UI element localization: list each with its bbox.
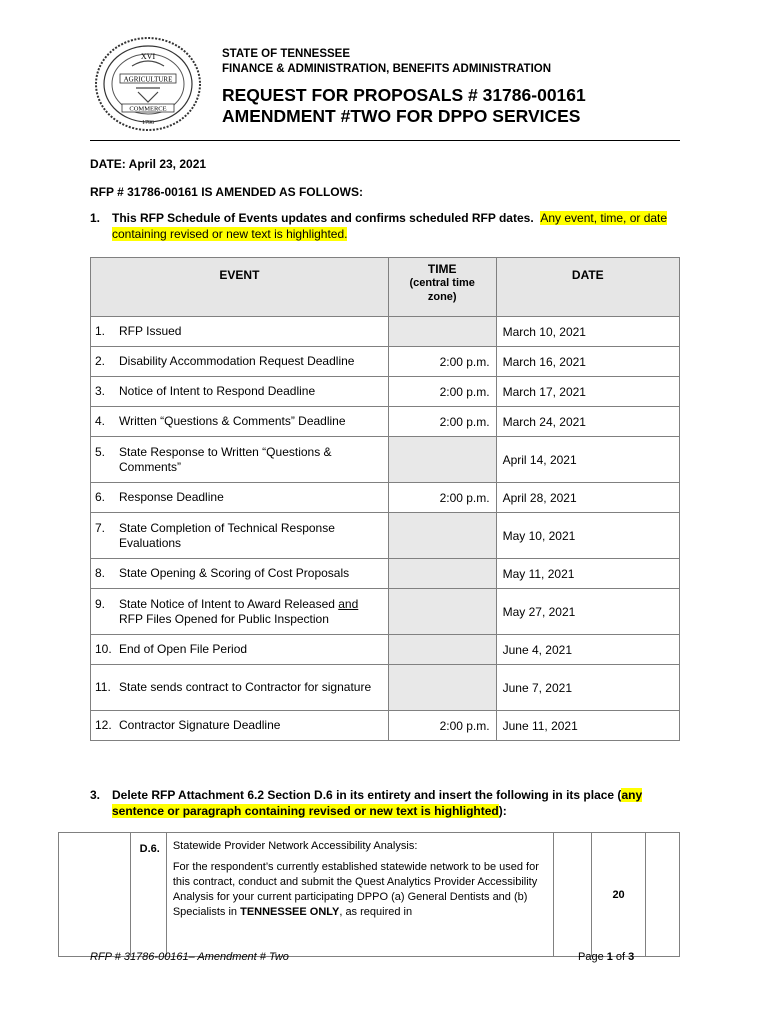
row-number: 5.: [95, 444, 106, 459]
table-row: [91, 437, 680, 483]
row-event: State Response to Written “Questions & Comments”: [119, 444, 332, 474]
document-subtitle: AMENDMENT #TWO FOR DPPO SERVICES: [222, 106, 581, 126]
row-date: June 4, 2021: [496, 635, 679, 665]
table-row: [91, 665, 680, 711]
d6-paragraph-end: , as required in: [339, 906, 413, 918]
header-date: DATE: [496, 258, 679, 317]
seal-numeral: XVI: [140, 52, 156, 61]
footer-page-word: Page: [578, 951, 607, 963]
row-time: 2:00 p.m.: [388, 377, 496, 407]
table-row: [91, 407, 680, 437]
row-number: 2.: [95, 354, 106, 368]
row-number: 3.: [95, 384, 106, 398]
table-row: [91, 377, 680, 407]
row-date: June 7, 2021: [496, 665, 679, 711]
footer-page-total: 3: [628, 951, 635, 963]
section-d6-table: [58, 832, 680, 957]
table-row: [91, 317, 680, 347]
row-date: May 27, 2021: [496, 589, 679, 635]
header-time-label: TIME: [427, 262, 457, 276]
row-date: March 10, 2021: [496, 317, 679, 347]
row-time: [388, 513, 496, 559]
row-event-part: State Notice of Intent to Award Released: [119, 596, 339, 611]
seal-center-text: AGRICULTURE: [123, 75, 173, 84]
row-time: 2:00 p.m.: [388, 711, 496, 741]
department-name: FINANCE & ADMINISTRATION, BENEFITS ADMINISTRATION: [222, 63, 552, 75]
row-date: April 28, 2021: [496, 483, 679, 513]
row-time: [388, 589, 496, 635]
item-3-text: Delete RFP Attachment 6.2 Section D.6 in its entirety and insert the following in its place (: [112, 788, 622, 802]
row-time: [388, 437, 496, 483]
d6-paragraph-bold: TENNESSEE ONLY: [240, 906, 340, 918]
row-date: March 17, 2021: [496, 377, 679, 407]
header-event: EVENT: [91, 258, 389, 317]
d6-blank-cell: [646, 833, 680, 957]
item-1-text: This RFP Schedule of Events updates and confirms scheduled RFP dates.: [112, 211, 534, 225]
row-number: 1.: [95, 324, 106, 338]
d6-blank-cell: [59, 833, 131, 957]
row-event: State Completion of Technical Response Evaluations: [119, 520, 335, 550]
table-row: [91, 559, 680, 589]
row-number: 9.: [95, 596, 106, 611]
row-number: 4.: [95, 414, 106, 428]
table-row: [91, 483, 680, 513]
footer-of-word: of: [612, 951, 629, 963]
row-event: [119, 597, 374, 627]
row-event: RFP Issued: [119, 324, 182, 338]
amendment-date: DATE: April 23, 2021: [90, 157, 207, 171]
row-date: March 16, 2021: [496, 347, 679, 377]
item-1-number: 1.: [90, 211, 101, 225]
d6-body: [166, 833, 553, 957]
row-time: [388, 317, 496, 347]
row-time: 2:00 p.m.: [388, 347, 496, 377]
state-seal: [92, 36, 204, 132]
footer-page-current: 1: [606, 951, 613, 963]
header-time-sub: (central time zone): [409, 277, 475, 303]
row-event: Response Deadline: [119, 490, 224, 504]
row-date: May 11, 2021: [496, 559, 679, 589]
row-time: 2:00 p.m.: [388, 483, 496, 513]
header-time: [388, 258, 496, 317]
row-number: 6.: [95, 490, 106, 504]
document-title: REQUEST FOR PROPOSALS # 31786-00161: [222, 85, 586, 105]
item-3-highlight: any sentence or paragraph containing revised or new text is highlighted: [112, 788, 643, 818]
state-name: STATE OF TENNESSEE: [222, 48, 351, 60]
row-number: 10.: [95, 642, 112, 656]
row-date: June 11, 2021: [496, 711, 679, 741]
row-date: April 14, 2021: [496, 437, 679, 483]
item-1-highlight: Any event, time, or date containing revised or new text is highlighted.: [112, 211, 668, 241]
row-time: [388, 559, 496, 589]
row-event: State sends contract to Contractor for signature: [119, 680, 372, 694]
d6-paragraph: [173, 860, 547, 920]
row-event-underlined: and: [338, 596, 359, 611]
row-time: [388, 635, 496, 665]
table-row: [91, 347, 680, 377]
row-event: State Opening & Scoring of Cost Proposals: [119, 566, 350, 580]
table-row: [91, 711, 680, 741]
row-event: Disability Accommodation Request Deadline: [119, 354, 355, 368]
row-event: Written “Questions & Comments” Deadline: [119, 414, 346, 428]
row-event-part: RFP Files Opened for Public Inspection: [119, 611, 329, 626]
table-row: [91, 589, 680, 635]
seal-year: 1796: [142, 120, 154, 126]
schedule-of-events-table: [90, 257, 680, 741]
row-number: 11.: [95, 680, 111, 694]
row-event: Notice of Intent to Respond Deadline: [119, 384, 316, 398]
d6-score: 20: [592, 833, 646, 957]
row-number: 12.: [95, 718, 112, 732]
footer-reference: RFP # 31786-00161– Amendment # Two: [90, 951, 289, 963]
d6-label: D.6.: [130, 833, 166, 957]
table-row: [91, 513, 680, 559]
row-time: [388, 665, 496, 711]
d6-paragraph-text: For the respondent’s currently established statewide network to be used for this contract, conduct and submit the Quest Analytics Provider Accessibility Analysis for your current participating DPPO (a) General Dentists and (b) Specialists in: [172, 861, 539, 918]
row-number: 7.: [95, 520, 106, 535]
row-number: 8.: [95, 566, 106, 580]
row-time: 2:00 p.m.: [388, 407, 496, 437]
seal-bottom-text: COMMERCE: [129, 105, 167, 113]
item-3-end: ):: [498, 804, 507, 818]
header-divider: [90, 140, 680, 141]
d6-blank-cell: [554, 833, 592, 957]
d6-heading: Statewide Provider Network Accessibility Analysis:: [172, 840, 418, 852]
row-date: March 24, 2021: [496, 407, 679, 437]
table-row: [91, 635, 680, 665]
footer-page-number: [578, 951, 634, 963]
row-event: Contractor Signature Deadline: [119, 718, 281, 732]
item-3-number: 3.: [90, 788, 101, 802]
row-date: May 10, 2021: [496, 513, 679, 559]
amended-as-follows: RFP # 31786-00161 IS AMENDED AS FOLLOWS:: [90, 185, 363, 199]
row-event: End of Open File Period: [119, 642, 248, 656]
